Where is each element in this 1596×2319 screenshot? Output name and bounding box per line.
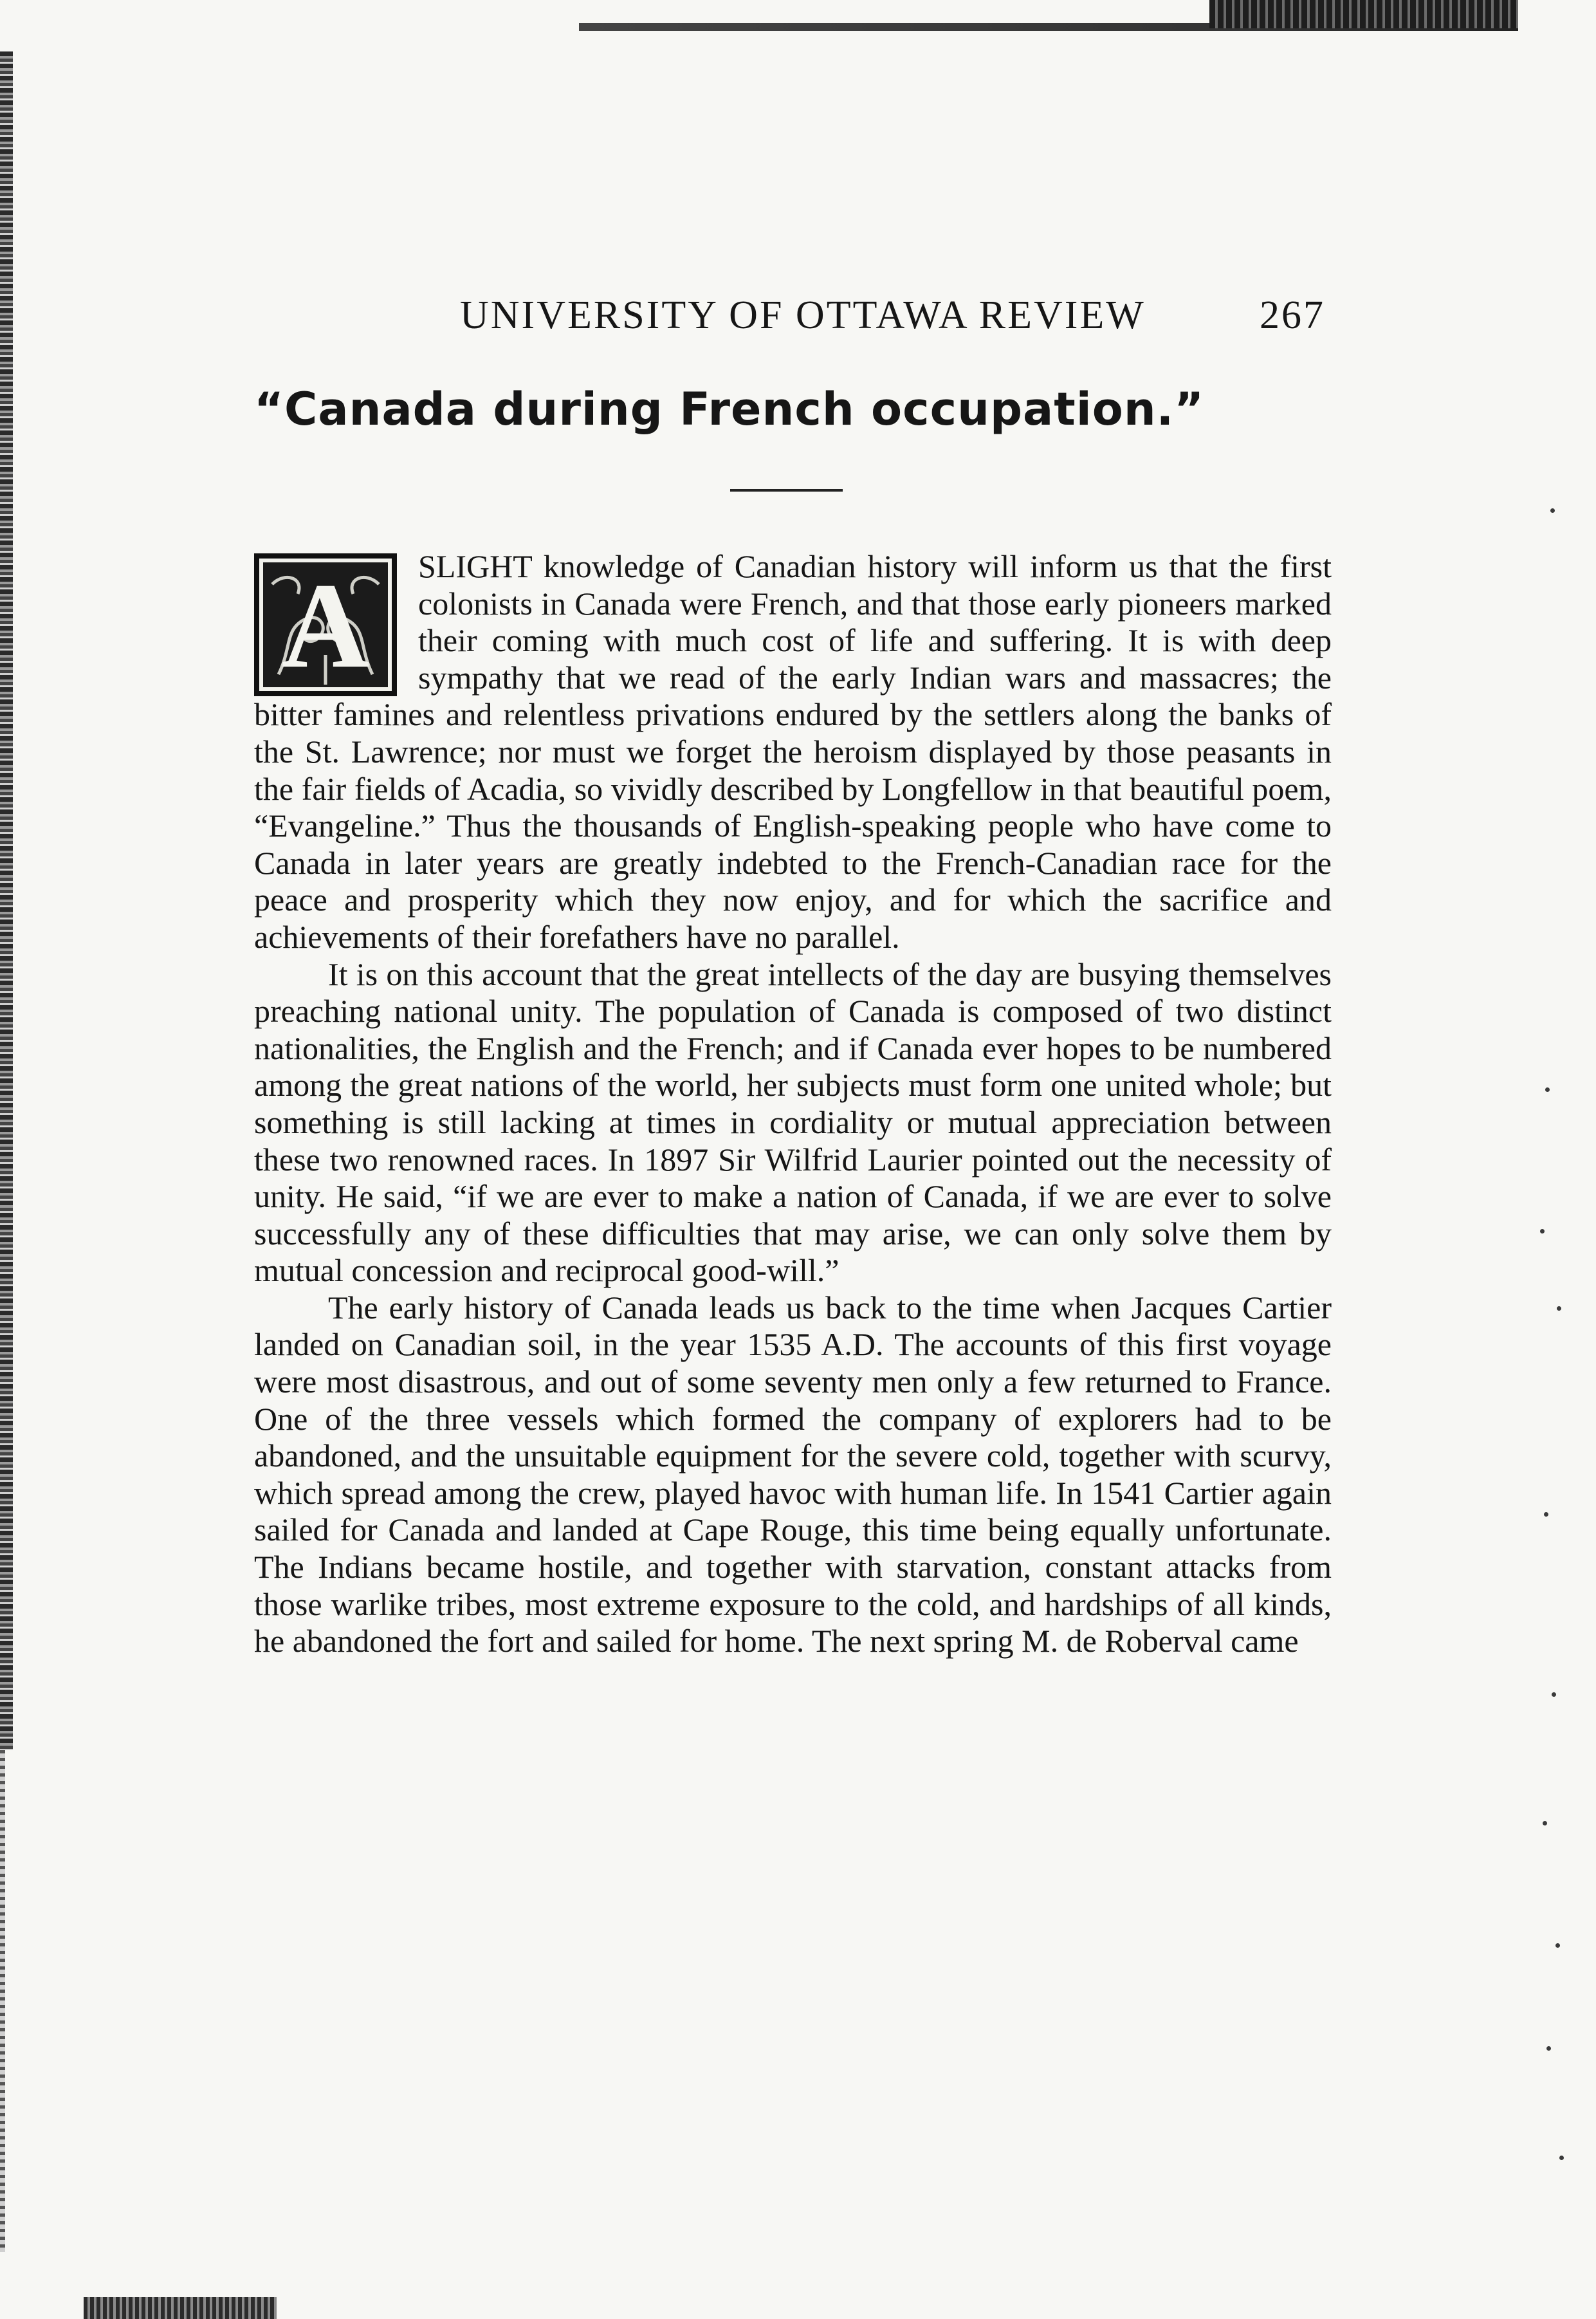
scan-top-blot xyxy=(1209,0,1518,28)
paragraph-3: The early history of Canada leads us back to the time when Jacques Cartier landed on Canadian soil, in the year 1535 A.D. The accounts of this first voyage were most disastrous, and out of some seventy men only a few returned to France. One of the three vessels which formed the company of explorers had to be abandoned, and the unsuitable equipment for the severe cold, together with scurvy, which spread among the crew, played havoc with human life. In 1541 Cartier again sailed for Canada and landed at Cape Rouge, this time being equally unfortunate. The Indians became hostile, and together with starvation, constant attacks from those warlike tribes, most extreme exposure to the cold, and hardships of all kinds, he abandoned the fort and sailed for home. The next spring M. de Roberval came xyxy=(254,1289,1332,1659)
drop-cap-spacer xyxy=(254,548,418,693)
scan-margin-specks xyxy=(1537,508,1589,2194)
running-head xyxy=(460,293,1325,351)
paragraph-1: SLIGHT knowledge of Canadian history will inform us that the first colonists in Canada were French, and that those early pioneers marked their coming with much cost of life and suffering. It is with deep sympathy that we read of the early Indian wars and massacres; the bitter famines and relentless privations endured by the settlers along the banks of the St. Lawrence; nor must we forget the heroism displayed by those peasants in the fair fields of Acadia, so vividly described by Longfellow in that beautiful poem, “Evangeline.” Thus the thousands of English-speaking people who have come to Canada in later years are greatly indebted to the French-Canadian race for the peace and prosperity which they now enjoy, and for which the sacrifice and achievements of their forefathers have no parallel. xyxy=(254,548,1332,955)
page-number: 267 xyxy=(1260,293,1325,337)
drop-cap-letter: A xyxy=(281,559,370,694)
paragraph-2: It is on this account that the great intellects of the day are busying themselves preaching national unity. The population of Canada is composed of two distinct nationalities, the English and the French; and if Canada ever hopes to be numbered among the great nations of the world, her subjects must form one united whole; but something is still lacking at times in cordiality or mutual appreciation between these two renowned races. In 1897 Sir Wilfrid Laurier pointed out the necessity of unity. He said, “if we are ever to make a nation of Canada, if we are ever to solve successfully any of these difficulties that may arise, we can only solve them by mutual concession and reciprocal good-will.” xyxy=(254,956,1332,1289)
scan-bottom-blot xyxy=(84,2297,277,2319)
article-title: “Canada during French occupation.” xyxy=(254,383,1205,436)
article-body xyxy=(254,548,1332,1660)
journal-title: UNIVERSITY OF OTTAWA REVIEW xyxy=(460,293,1146,337)
scan-edge-left-lower xyxy=(0,1750,5,2252)
title-divider xyxy=(730,489,843,492)
scan-edge-left xyxy=(0,51,13,1750)
